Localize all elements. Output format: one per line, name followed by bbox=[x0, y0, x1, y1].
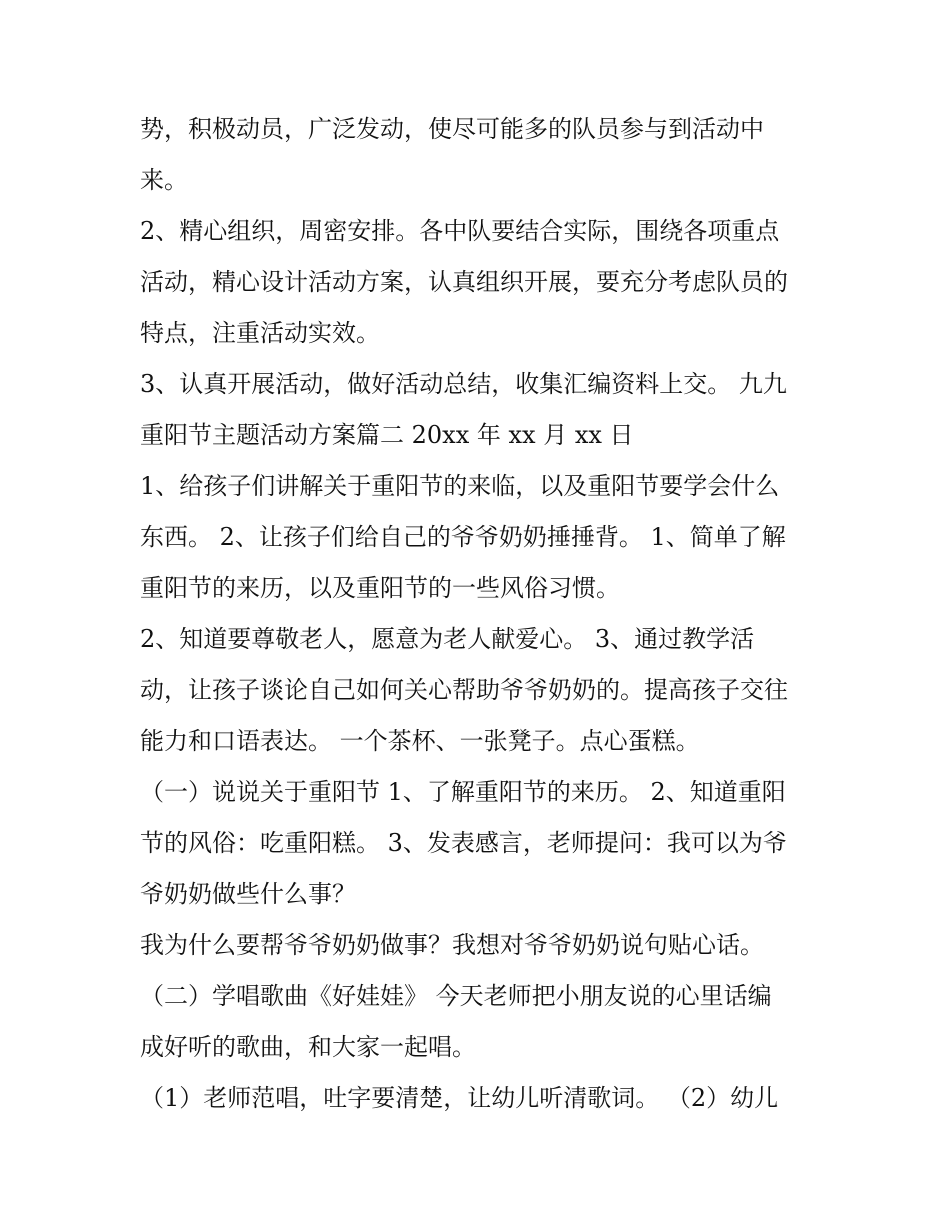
text-line: 重阳节主题活动方案篇二 20xx 年 xx 月 xx 日 bbox=[140, 421, 634, 449]
text-line: 我为什么要帮爷爷奶奶做事？我想对爷爷奶奶说句贴心话。 bbox=[140, 931, 764, 959]
document-body bbox=[140, 104, 820, 1124]
text-line: 2、知道要尊敬老人，愿意为老人献爱心。 3、通过教学活 bbox=[140, 625, 755, 653]
text-line: 2、精心组织，周密安排。各中队要结合实际，围绕各项重点 bbox=[140, 217, 780, 245]
text-line: 东西。 2、让孩子们给自己的爷爷奶奶捶捶背。 1、简单了解 bbox=[140, 523, 786, 551]
text-line: 活动，精心设计活动方案，认真组织开展，要充分考虑队员的 bbox=[140, 268, 788, 296]
text-line: 节的风俗：吃重阳糕。 3、发表感言，老师提问：我可以为爷 bbox=[140, 829, 787, 857]
text-line: 能力和口语表达。 一个茶杯、一张凳子。点心蛋糕。 bbox=[140, 727, 700, 755]
text-line: （一）说说关于重阳节 1、了解重阳节的来历。 2、知道重阳 bbox=[140, 778, 786, 806]
text-line: 3、认真开展活动，做好活动总结，收集汇编资料上交。 九九 bbox=[140, 370, 787, 398]
text-line: 势，积极动员，广泛发动，使尽可能多的队员参与到活动中 bbox=[140, 115, 764, 143]
text-line: 成好听的歌曲，和大家一起唱。 bbox=[140, 1033, 476, 1061]
text-line: （二）学唱歌曲《好娃娃》 今天老师把小朋友说的心里话编 bbox=[140, 982, 772, 1010]
text-line: 特点，注重活动实效。 bbox=[140, 319, 380, 347]
text-line: 重阳节的来历，以及重阳节的一些风俗习惯。 bbox=[140, 574, 620, 602]
text-line: （1）老师范唱，吐字要清楚，让幼儿听清歌词。 （2）幼儿 bbox=[140, 1084, 779, 1112]
text-line: 来。 bbox=[140, 166, 188, 194]
text-line: 动，让孩子谈论自己如何关心帮助爷爷奶奶的。提高孩子交往 bbox=[140, 676, 788, 704]
text-line: 爷奶奶做些什么事？ bbox=[140, 880, 356, 908]
text-line: 1、给孩子们讲解关于重阳节的来临，以及重阳节要学会什么 bbox=[140, 472, 780, 500]
